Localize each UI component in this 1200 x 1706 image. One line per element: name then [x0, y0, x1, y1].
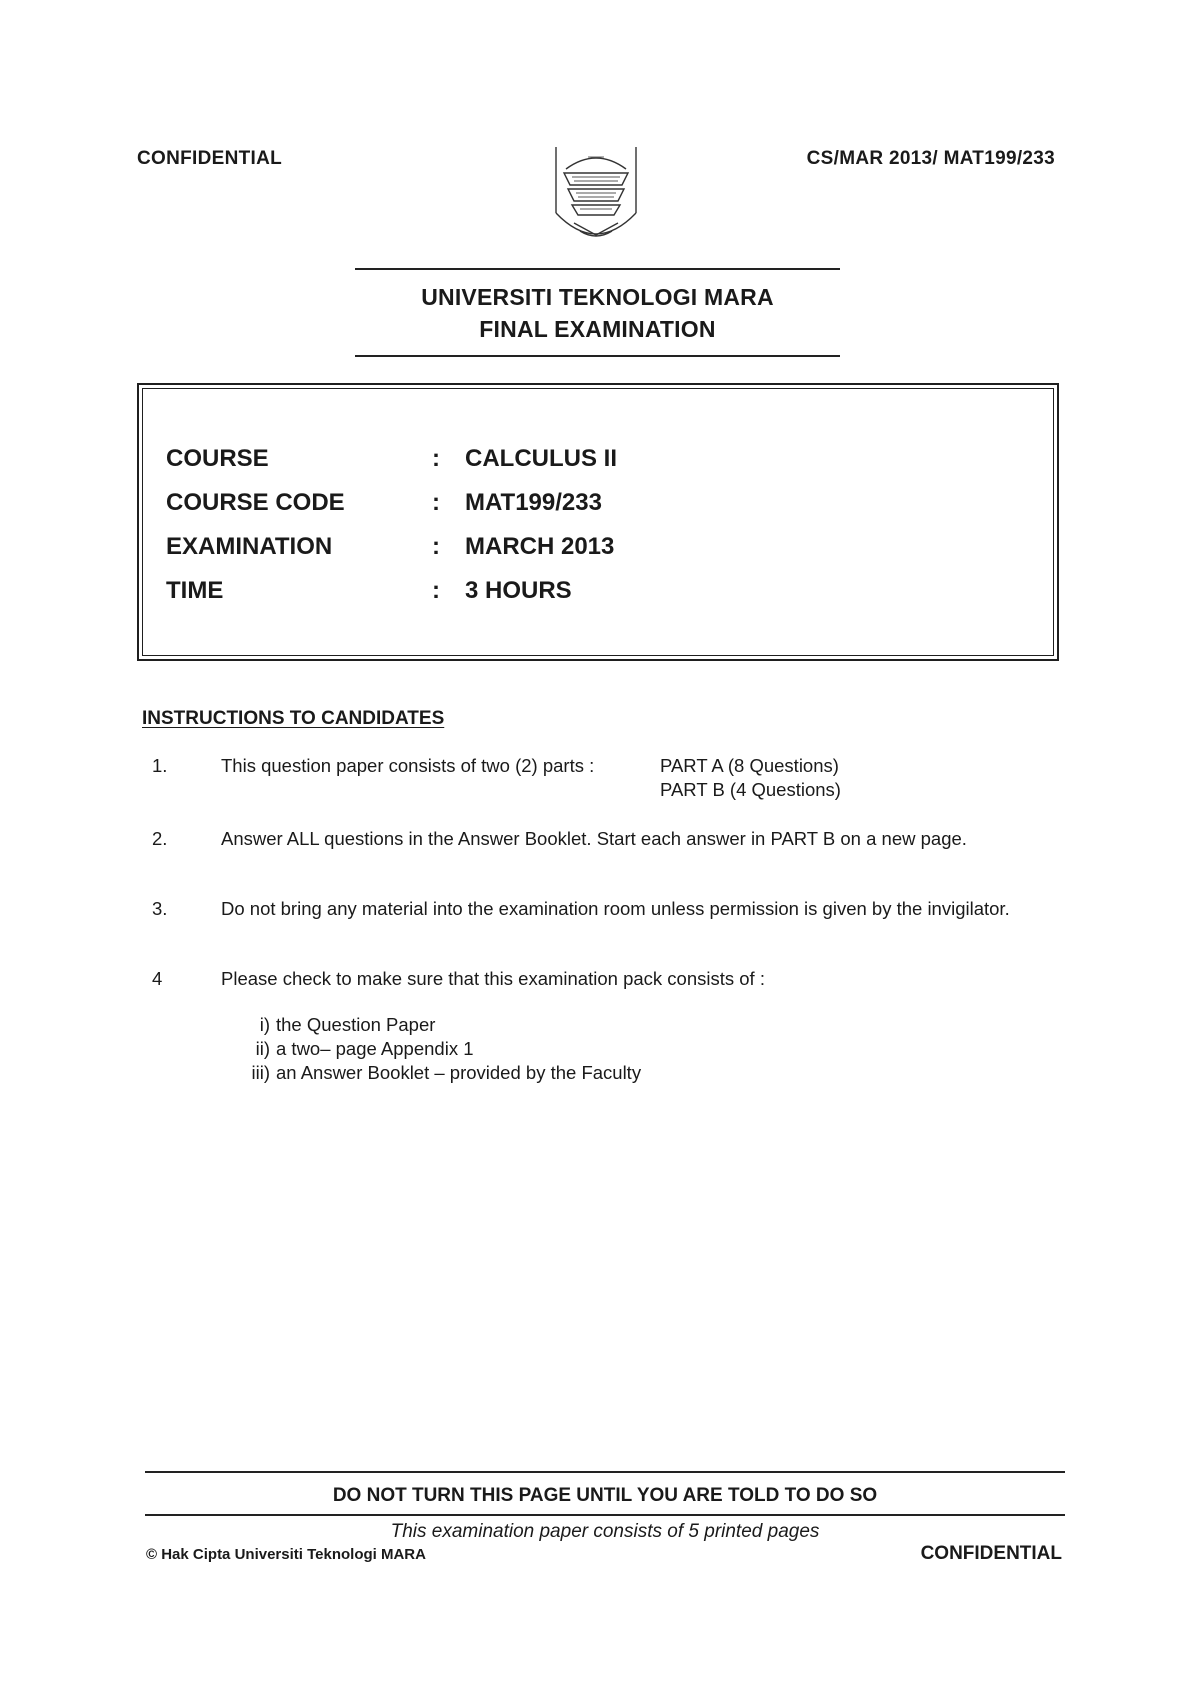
- examination-label: EXAMINATION: [166, 533, 333, 560]
- course-separator: :: [432, 445, 440, 472]
- course-code-label: COURSE CODE: [166, 489, 345, 516]
- title-bottom-rule: [355, 355, 840, 357]
- page-count-note: This examination paper consists of 5 printed pages: [390, 1521, 820, 1542]
- instruction-number: 3.: [152, 898, 168, 919]
- footer-confidential-label: CONFIDENTIAL: [920, 1543, 1062, 1564]
- course-info-box: [137, 383, 1059, 661]
- university-name: UNIVERSITI TEKNOLOGI MARA: [421, 284, 774, 310]
- university-crest-icon: [552, 143, 640, 251]
- pack-item-numeral: i): [259, 1014, 270, 1035]
- title-top-rule: [355, 268, 840, 270]
- instruction-text: This question paper consists of two (2) parts :: [221, 755, 595, 776]
- pack-item-numeral: iii): [251, 1062, 270, 1083]
- footer-bottom-rule: [145, 1514, 1065, 1516]
- header-confidential-label: CONFIDENTIAL: [137, 148, 283, 169]
- header-reference-code: CS/MAR 2013/ MAT199/233: [806, 148, 1055, 169]
- time-separator: :: [432, 577, 440, 604]
- instruction-text: Do not bring any material into the examination room unless permission is given by the invigilator.: [221, 898, 1010, 919]
- course-code-value: MAT199/233: [465, 489, 602, 516]
- copyright-notice: © Hak Cipta Universiti Teknologi MARA: [146, 1546, 426, 1563]
- examination-separator: :: [432, 533, 440, 560]
- course-value: CALCULUS II: [465, 445, 617, 472]
- exam-type-title: FINAL EXAMINATION: [479, 316, 716, 342]
- pack-item-text: an Answer Booklet – provided by the Faculty: [276, 1062, 642, 1083]
- part-b-label: PART B (4 Questions): [660, 779, 841, 800]
- course-code-separator: :: [432, 489, 440, 516]
- course-label: COURSE: [166, 445, 269, 472]
- footer-warning: DO NOT TURN THIS PAGE UNTIL YOU ARE TOLD TO DO SO: [332, 1485, 878, 1506]
- instruction-number: 1.: [152, 755, 168, 776]
- instruction-number: 2.: [152, 828, 168, 849]
- pack-item-numeral: ii): [255, 1038, 270, 1059]
- instruction-text: Answer ALL questions in the Answer Booklet. Start each answer in PART B on a new page.: [221, 828, 967, 849]
- instruction-number: 4: [152, 968, 163, 989]
- footer-top-rule: [145, 1471, 1065, 1473]
- instructions-heading: INSTRUCTIONS TO CANDIDATES: [142, 708, 445, 729]
- instruction-text: Please check to make sure that this examination pack consists of :: [221, 968, 765, 989]
- part-a-label: PART A (8 Questions): [660, 755, 839, 776]
- pack-item-text: a two– page Appendix 1: [276, 1038, 474, 1059]
- time-label: TIME: [166, 577, 224, 604]
- examination-value: MARCH 2013: [465, 533, 615, 560]
- pack-item-text: the Question Paper: [276, 1014, 436, 1035]
- time-value: 3 HOURS: [465, 577, 572, 604]
